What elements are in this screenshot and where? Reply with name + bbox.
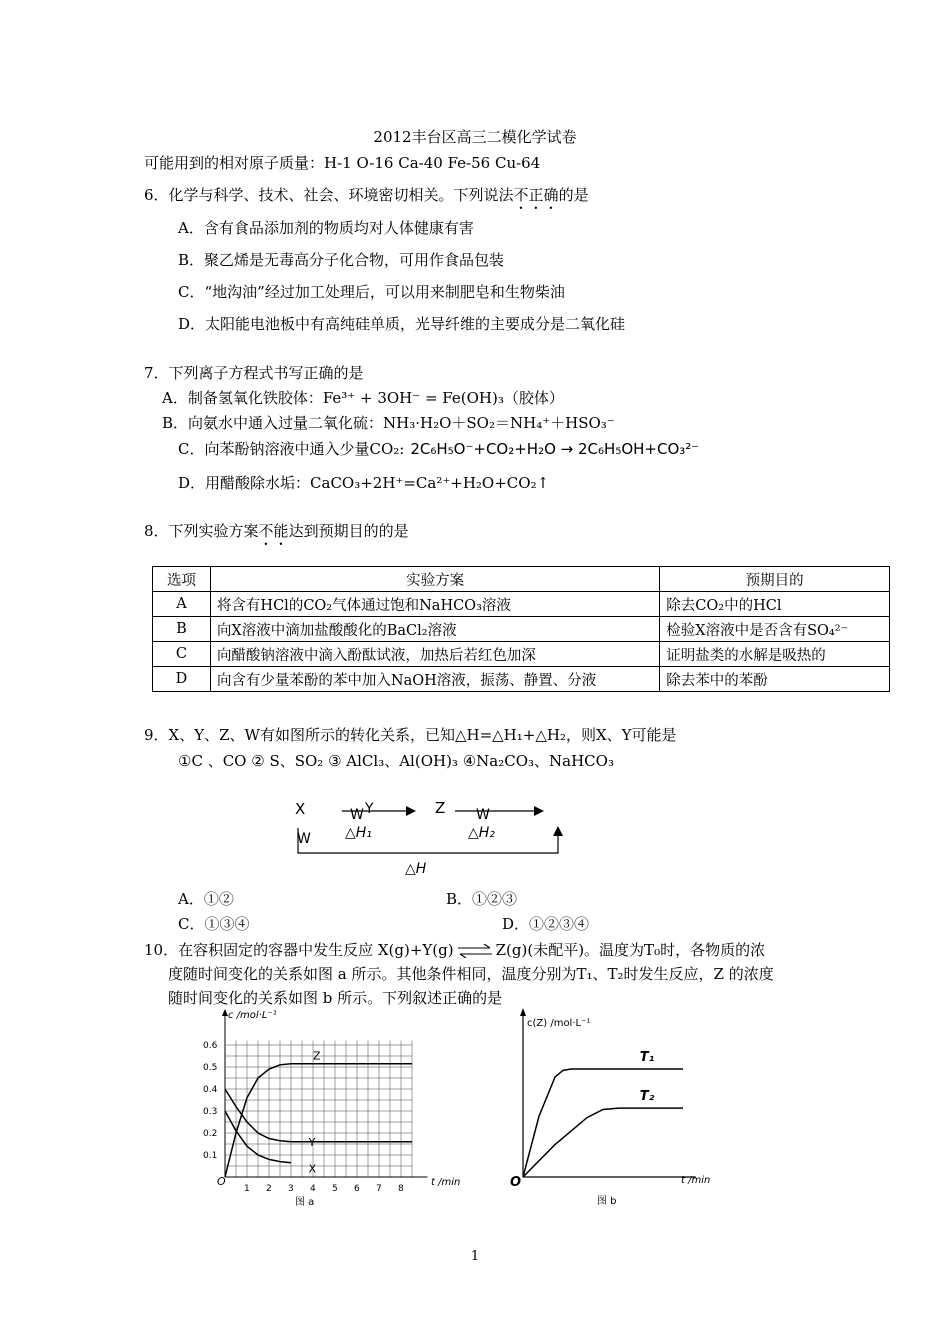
- delta-h-label: △H: [405, 861, 427, 877]
- conversion-diagram: [290, 795, 580, 880]
- series-line-t2: [523, 1108, 683, 1177]
- x-tick-label: 1: [244, 1184, 250, 1194]
- table-cell: 向醋酸钠溶液中滴入酚酞试液，加热后若红色加深: [210, 642, 659, 667]
- q6-option-b: B．聚乙烯是无毒高分子化合物，可用作食品包装: [178, 251, 505, 269]
- q7-stem: 7．下列离子方程式书写正确的是: [144, 364, 364, 382]
- series-label-x: X: [308, 1162, 317, 1176]
- series-line-t1: [523, 1069, 683, 1177]
- y-tick-label: 0.3: [203, 1107, 218, 1117]
- q9-option-b: B．①②③: [446, 890, 518, 908]
- q7-option-b: B．向氨水中通入过量二氧化硫：NH₃·H₂O＋SO₂＝NH₄⁺＋HSO₃⁻: [162, 414, 615, 432]
- q7-option-a: A．制备氢氧化铁胶体：Fe³⁺ + 3OH⁻ = Fe(OH)₃（胶体）: [162, 389, 564, 407]
- series-label-y: Y: [308, 1135, 316, 1149]
- table-cell: C: [153, 642, 211, 667]
- table-row: [153, 667, 890, 692]
- delta-h2-label: △H₂: [468, 825, 495, 841]
- q6-emphasis: 不正确: [513, 186, 559, 204]
- table-header: 实验方案: [210, 567, 659, 592]
- series-line-y: [225, 1089, 412, 1142]
- x-tick-label: 8: [398, 1184, 404, 1194]
- table-row: [153, 617, 890, 642]
- q10-line1: 10．在容积固定的容器中发生反应 X(g)+Y(g) Z(g)(未配平)。温度为T₀时，各物质的浓: [144, 941, 766, 959]
- table-cell: 除去CO₂中的HCl: [660, 592, 890, 617]
- diagram-w1-label: W: [350, 807, 364, 823]
- y-tick-label: 0.2: [203, 1129, 218, 1139]
- chart-b-title: 图 b: [597, 1196, 617, 1207]
- chart-b-ylabel: c(Z) /mol·L⁻¹: [527, 1018, 591, 1029]
- x-tick-label: 4: [310, 1184, 316, 1194]
- equilibrium-arrows-icon: [456, 944, 494, 958]
- q6-stem: 6．化学与科学、技术、社会、环境密切相关。下列说法不正确的是: [144, 186, 589, 204]
- q9-option-a: A．①②: [178, 890, 234, 908]
- experiment-table: [152, 566, 890, 692]
- diagram-w2-label: W: [476, 807, 490, 823]
- series-label-t1: T₁: [639, 1050, 655, 1065]
- x-tick-label: 5: [332, 1184, 338, 1194]
- arrow-head: [406, 806, 416, 816]
- q6-option-a: A．含有食品添加剂的物质均对人体健康有害: [178, 219, 474, 237]
- table-cell: 将含有HCl的CO₂气体通过饱和NaHCO₃溶液: [210, 592, 659, 617]
- x-tick-label: 2: [266, 1184, 272, 1194]
- table-cell: 向X溶液中滴加盐酸酸化的BaCl₂溶液: [210, 617, 659, 642]
- table-cell: 向含有少量苯酚的苯中加入NaOH溶液，振荡、静置、分液: [210, 667, 659, 692]
- x-tick-label: 3: [288, 1184, 294, 1194]
- table-cell: A: [153, 592, 211, 617]
- chart-a-title: 图 a: [295, 1197, 315, 1208]
- chart-a: [195, 1005, 475, 1215]
- x-tick-label: 7: [376, 1184, 382, 1194]
- table-row: [153, 642, 890, 667]
- q7-option-c: C．向苯酚钠溶液中通入少量CO₂: 2C₆H₅O⁻+CO₂+H₂O → 2C₆H₅OH+CO₃²⁻: [178, 440, 700, 458]
- chart-b-axes: [520, 1008, 696, 1177]
- series-label-t2: T₂: [639, 1089, 655, 1105]
- arrow-x-to-z: [298, 828, 558, 853]
- table-cell: D: [153, 667, 211, 692]
- table-cell: 检验X溶液中是否含有SO₄²⁻: [660, 617, 890, 642]
- q10-line3: 随时间变化的关系如图 b 所示。下列叙述正确的是: [168, 989, 503, 1007]
- chart-b-origin: O: [510, 1175, 522, 1190]
- q9-options-line: ①C 、CO ② S、SO₂ ③ AlCl₃、Al(OH)₃ ④Na₂CO₃、NaHCO₃: [178, 752, 614, 770]
- page-title: 2012丰台区高三二模化学试卷: [373, 128, 577, 146]
- series-line-z: [225, 1064, 412, 1177]
- atomic-masses: 可能用到的相对原子质量：H-1 O-16 Ca-40 Fe-56 Cu-64: [144, 154, 541, 172]
- q10-line2: 度随时间变化的关系如图 a 所示。其他条件相同，温度分别为T₁、T₂时发生反应，Z 的浓度: [168, 965, 774, 983]
- q7-option-d: D．用醋酸除水垢：CaCO₃+2H⁺=Ca²⁺+H₂O+CO₂↑: [178, 474, 550, 492]
- y-tick-label: 0.1: [203, 1151, 218, 1161]
- chart-b-series: [523, 1050, 683, 1177]
- chart-b: [505, 1005, 730, 1215]
- q6-option-d: D．太阳能电池板中有高纯硅单质，光导纤维的主要成分是二氧化硅: [178, 315, 626, 333]
- y-axis-arrow-icon: [520, 1008, 526, 1016]
- arrow-head: [553, 826, 563, 836]
- table-cell: 证明盐类的水解是吸热的: [660, 642, 890, 667]
- table-cell: 除去苯中的苯酚: [660, 667, 890, 692]
- chart-a-series: [225, 1050, 412, 1177]
- table-header-row: [153, 567, 890, 592]
- diagram-z-label: Z: [435, 799, 446, 817]
- y-tick-label: 0.5: [203, 1063, 218, 1073]
- chart-b-xlabel: t /min: [681, 1175, 711, 1186]
- q9-option-d: D．①②③④: [502, 915, 590, 933]
- delta-h1-label: △H₁: [345, 825, 372, 841]
- page-number: 1: [470, 1249, 480, 1264]
- q8-emphasis: 不能: [258, 522, 289, 540]
- diagram-y-label: Y: [365, 801, 374, 817]
- q6-option-c: C．“地沟油”经过加工处理后，可以用来制肥皂和生物柴油: [178, 283, 565, 301]
- table-row: [153, 592, 890, 617]
- arrow-head: [534, 806, 544, 816]
- diagram-x-label: X: [295, 800, 306, 818]
- table-header: 预期目的: [660, 567, 890, 592]
- x-tick-label: 6: [354, 1184, 360, 1194]
- y-tick-label: 0.4: [203, 1085, 218, 1095]
- diagram-w3-label: W: [297, 831, 311, 847]
- chart-a-xlabel: t /min: [431, 1177, 461, 1188]
- y-tick-label: 0.6: [203, 1041, 218, 1051]
- chart-a-ylabel: c /mol·L⁻¹: [228, 1010, 277, 1021]
- chart-a-origin: O: [217, 1175, 226, 1188]
- q9-stem: 9．X、Y、Z、W有如图所示的转化关系，已知△H=△H₁+△H₂，则X、Y可能是: [144, 726, 677, 744]
- q8-stem: 8．下列实验方案不能达到预期目的的是: [144, 522, 409, 540]
- q7-option-c-equation: 2C₆H₅O⁻+CO₂+H₂O → 2C₆H₅OH+CO₃²⁻: [410, 440, 700, 458]
- table-cell: B: [153, 617, 211, 642]
- table-header: 选项: [153, 567, 211, 592]
- q9-option-c: C．①③④: [178, 915, 250, 933]
- series-label-z: Z: [313, 1049, 321, 1063]
